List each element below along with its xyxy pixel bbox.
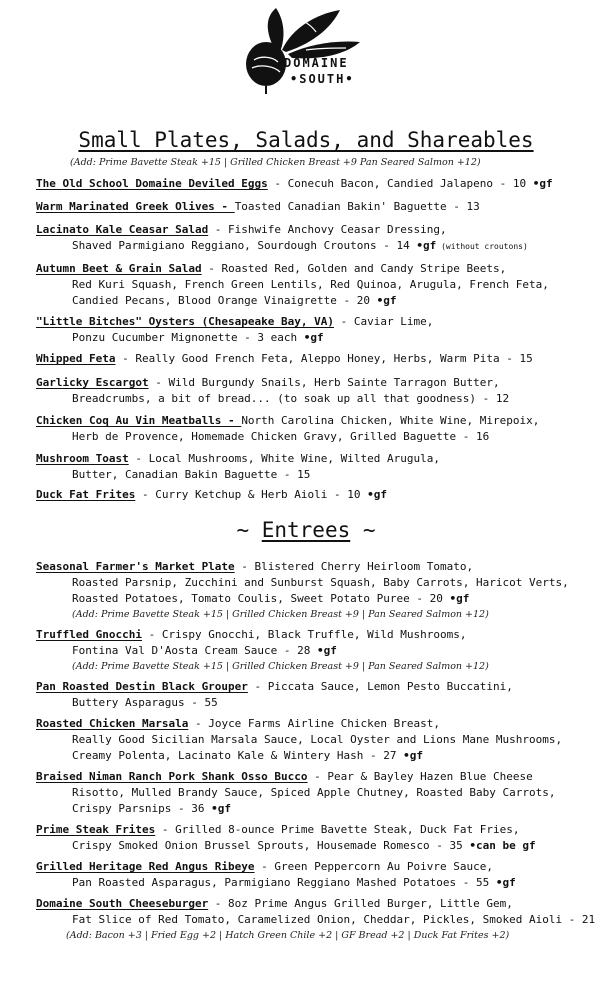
menu-item: Grilled Heritage Red Angus Ribeye - Green Peppercorn Au Poivre Sauce, Pan Roasted Asparagus, Parmigiano Reggiano Mashed Potatoes - 55 •gf: [36, 860, 516, 889]
menu-item: Domaine South Cheeseburger - 8oz Prime Angus Grilled Burger, Little Gem, Fat Slice of Red Tomato, Caramelized Onion, Cheddar, Pickles, Smoked Aioli - 21 (Add: Bacon +3 | Fried Egg +2 | Hatch Green Chile +2 | GF Bread +2 | Duck Fat Frites +2): [36, 897, 596, 941]
menu-item: Pan Roasted Destin Black Grouper - Piccata Sauce, Lemon Pesto Buccatini, Buttery Asparagus - 55: [36, 680, 513, 709]
menu-item: Braised Niman Ranch Pork Shank Osso Bucco - Pear & Bayley Hazen Blue Cheese Risotto, Mulled Brandy Sauce, Spiced Apple Chutney, Roasted Baby Carrots, Crispy Parsnips - 36 •gf: [36, 770, 556, 815]
menu-item: Garlicky Escargot - Wild Burgundy Snails, Herb Sainte Tarragon Butter, Breadcrumbs, a bit of bread... (to soak up all that goodness) - 12: [36, 376, 510, 405]
menu-item: "Little Bitches" Oysters (Chesapeake Bay, VA) - Caviar Lime, Ponzu Cucumber Mignonette - 3 each •gf: [36, 315, 434, 344]
menu-item: Mushroom Toast - Local Mushrooms, White Wine, Wilted Arugula, Butter, Canadian Bakin Baguette - 15: [36, 452, 440, 481]
menu-item: Truffled Gnocchi - Crispy Gnocchi, Black Truffle, Wild Mushrooms, Fontina Val D'Aosta Cream Sauce - 28 •gf (Add: Prime Bavette Steak +15 | Grilled Chicken Breast +9 | Pan Seared Salmon +12): [36, 628, 489, 672]
menu-item: Prime Steak Frites - Grilled 8-ounce Prime Bavette Steak, Duck Fat Fries, Crispy Smoked Onion Brussel Sprouts, Housemade Romesco - 35 •can be gf: [36, 823, 536, 852]
add-on-note: (Add: Prime Bavette Steak +15 | Grilled Chicken Breast +9 Pan Seared Salmon +12): [70, 157, 481, 168]
menu-item: Chicken Coq Au Vin Meatballs - North Carolina Chicken, White Wine, Mirepoix, Herb de Provence, Homemade Chicken Gravy, Grilled Baguette - 16: [36, 414, 540, 443]
menu-item: Autumn Beet & Grain Salad - Roasted Red, Golden and Candy Stripe Beets, Red Kuri Squash, French Green Lentils, Red Quinoa, Arugula, French Feta, Candied Pecans, Blood Orange Vinaigrette - 20 •gf: [36, 262, 549, 307]
section-title-small-plates: Small Plates, Salads, and Shareables: [78, 128, 534, 152]
menu-item: Lacinato Kale Ceasar Salad - Fishwife Anchovy Ceasar Dressing, Shaved Parmigiano Reggiano, Sourdough Croutons - 14 •gf (without croutons): [36, 223, 528, 252]
brand-name-line2: •SOUTH•: [290, 72, 355, 86]
menu-item: The Old School Domaine Deviled Eggs - Conecuh Bacon, Candied Jalapeno - 10 •gf: [36, 177, 553, 190]
section-title-entrees: ~ Entrees ~: [236, 518, 376, 542]
menu-item: Whipped Feta - Really Good French Feta, Aleppo Honey, Herbs, Warm Pita - 15: [36, 352, 533, 365]
logo: [0, 4, 612, 96]
menu-item: Seasonal Farmer's Market Plate - Blistered Cherry Heirloom Tomato, Roasted Parsnip, Zucchini and Sunburst Squash, Baby Carrots, Haricot Verts, Roasted Potatoes, Tomato Coulis, Sweet Potato Puree - 20 •gf (Add: Prime Bavette Steak +15 | Grilled Chicken Breast +9 | Pan Seared Salmon +12): [36, 560, 569, 620]
menu-item: Warm Marinated Greek Olives - Toasted Canadian Bakin' Baguette - 13: [36, 200, 480, 213]
menu-item: Roasted Chicken Marsala - Joyce Farms Airline Chicken Breast, Really Good Sicilian Marsala Sauce, Local Oyster and Lions Mane Mushrooms, Creamy Polenta, Lacinato Kale & Wintery Hash - 27 •gf: [36, 717, 563, 762]
menu-item: Duck Fat Frites - Curry Ketchup & Herb Aioli - 10 •gf: [36, 488, 388, 501]
brand-name-line1: DOMAINE: [284, 56, 349, 70]
